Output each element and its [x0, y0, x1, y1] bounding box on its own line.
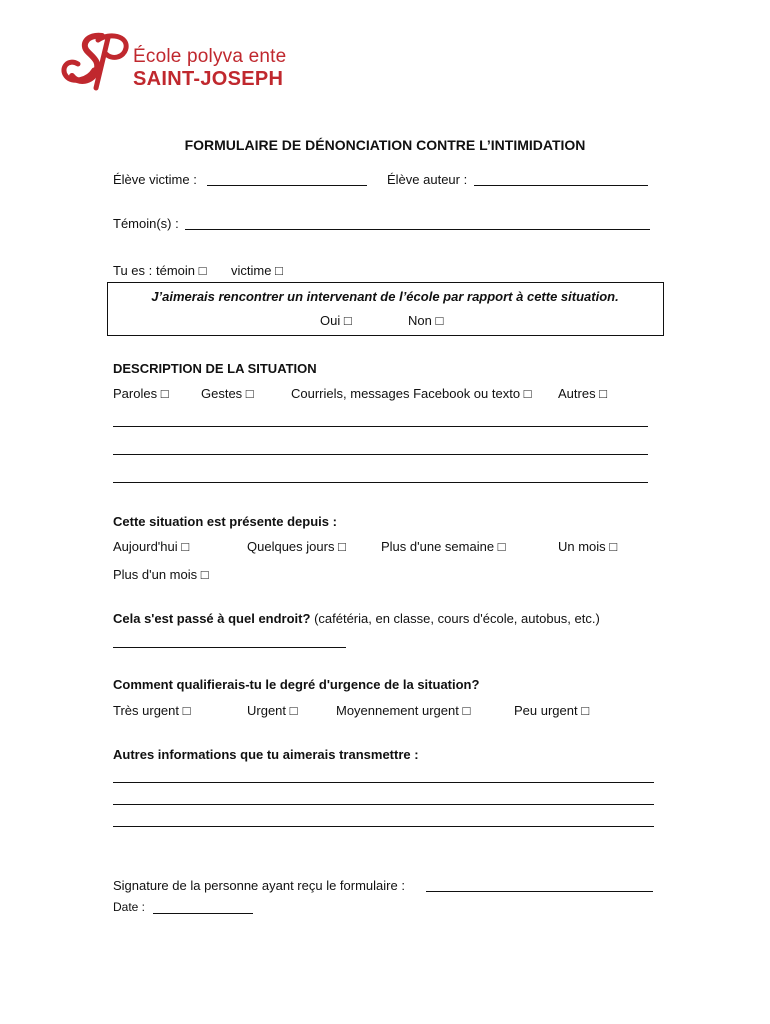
date-field[interactable] — [153, 913, 253, 914]
signature-label: Signature de la personne ayant reçu le formulaire : — [113, 878, 405, 893]
meet-request-question: J’aimerais rencontrer un intervenant de l’école par rapport à cette situation. — [151, 289, 619, 304]
depuis-aujourdhui-checkbox[interactable]: Aujourd'hui □ — [113, 539, 190, 554]
form-title: FORMULAIRE DE DÉNONCIATION CONTRE L’INTIMIDATION — [184, 137, 586, 153]
role-label: Tu es : — [113, 263, 153, 278]
depuis-mois-checkbox[interactable]: Un mois □ — [558, 539, 618, 554]
desc-gestes-checkbox[interactable]: Gestes □ — [201, 386, 254, 401]
desc-paroles-checkbox[interactable]: Paroles □ — [113, 386, 169, 401]
urgence-urgent-checkbox[interactable]: Urgent □ — [247, 703, 298, 718]
eleve-victime-field[interactable] — [207, 185, 367, 186]
temoins-field[interactable] — [185, 229, 650, 230]
depuis-semaine-checkbox[interactable]: Plus d'une semaine □ — [381, 539, 506, 554]
urgence-moyen-checkbox[interactable]: Moyennement urgent □ — [336, 703, 471, 718]
signature-field[interactable] — [426, 891, 653, 892]
endroit-heading: Cela s'est passé à quel endroit? — [113, 611, 311, 626]
description-line-3[interactable] — [113, 482, 648, 483]
urgence-heading: Comment qualifierais-tu le degré d'urgence de la situation? — [113, 677, 480, 692]
endroit-hint: (cafétéria, en classe, cours d'école, autobus, etc.) — [314, 611, 600, 626]
urgence-peu-checkbox[interactable]: Peu urgent □ — [514, 703, 590, 718]
meet-oui-checkbox[interactable]: Oui □ — [320, 313, 352, 328]
meet-non-checkbox[interactable]: Non □ — [408, 313, 444, 328]
urgence-tres-checkbox[interactable]: Très urgent □ — [113, 703, 191, 718]
desc-autres-checkbox[interactable]: Autres □ — [558, 386, 608, 401]
temoins-label: Témoin(s) : — [113, 216, 179, 231]
role-temoin-checkbox[interactable]: témoin □ — [156, 263, 207, 278]
eleve-auteur-label: Élève auteur : — [387, 172, 468, 187]
description-line-2[interactable] — [113, 454, 648, 455]
school-name-line2: SAINT-JOSEPH — [133, 68, 284, 90]
depuis-heading: Cette situation est présente depuis : — [113, 514, 337, 529]
school-name-line1: École polyva ente — [133, 46, 287, 67]
autres-info-heading: Autres informations que tu aimerais transmettre : — [113, 747, 419, 762]
autres-info-line-3[interactable] — [113, 826, 654, 827]
eleve-victime-label: Élève victime : — [113, 172, 197, 187]
description-line-1[interactable] — [113, 426, 648, 427]
autres-info-line-1[interactable] — [113, 782, 654, 783]
date-label: Date : — [113, 900, 146, 914]
eleve-auteur-field[interactable] — [474, 185, 648, 186]
depuis-plus-mois-checkbox[interactable]: Plus d'un mois □ — [113, 567, 209, 582]
autres-info-line-2[interactable] — [113, 804, 654, 805]
desc-courriels-checkbox[interactable]: Courriels, messages Facebook ou texto □ — [291, 386, 532, 401]
depuis-quelques-jours-checkbox[interactable]: Quelques jours □ — [247, 539, 346, 554]
school-logo-icon — [58, 30, 136, 92]
role-victime-checkbox[interactable]: victime □ — [231, 263, 283, 278]
endroit-field[interactable] — [113, 647, 346, 648]
description-heading: DESCRIPTION DE LA SITUATION — [113, 361, 317, 376]
